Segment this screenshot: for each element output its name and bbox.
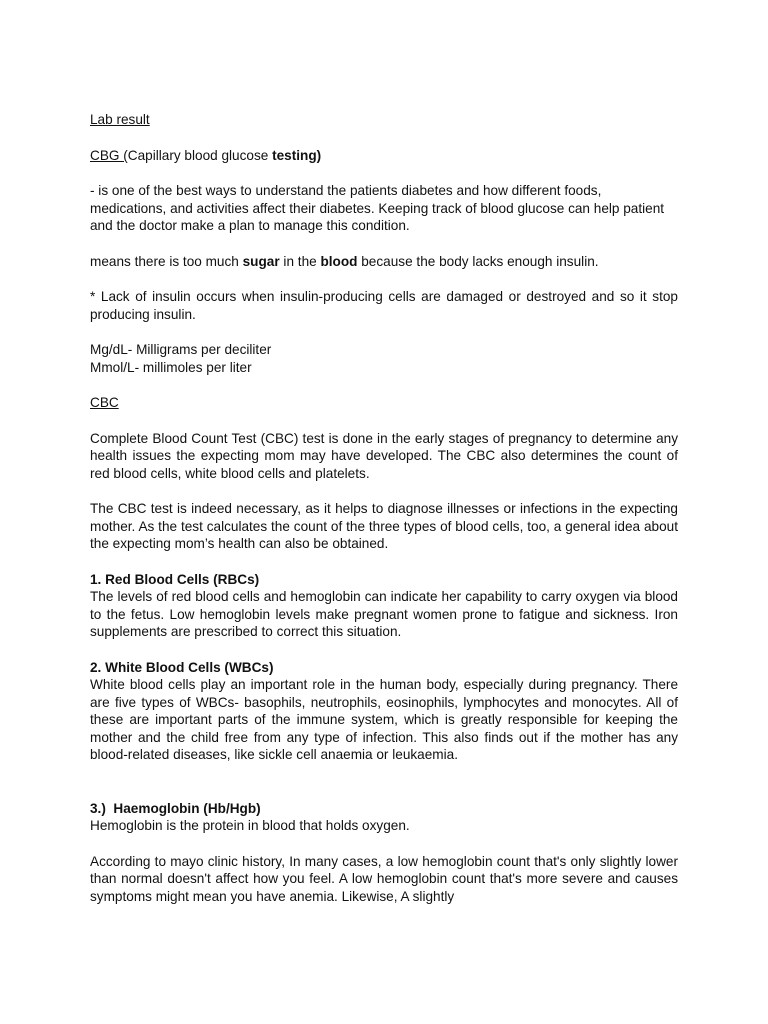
cbg-paragraph-2 xyxy=(90,253,678,271)
cbg-p2-text-c: in the xyxy=(279,253,321,269)
cbg-unit-mgdl: Mg/dL- Milligrams per deciliter xyxy=(90,342,272,357)
cbc-paragraph-1: Complete Blood Count Test (CBC) test is done in the early stages of pregnancy to determine any health issues the expecting mom may have developed. The CBC also determines the count of red blood cells, white blood cells and platelets. xyxy=(90,430,678,481)
cbg-p2-blood: blood xyxy=(320,253,358,269)
hgb-paragraph-2: According to mayo clinic history, In many cases, a low hemoglobin count that's only slightly lower than normal doesn't affect how you feel. A low hemoglobin count that's more severe and causes symptoms might mean you have anemia. Likewise, A slightly xyxy=(90,853,678,904)
cbg-paragraph-3: * Lack of insulin occurs when insulin-producing cells are damaged or destroyed and so it stop producing insulin. xyxy=(90,289,678,322)
cbg-heading xyxy=(90,147,678,165)
cbg-p2-sugar: sugar xyxy=(242,253,280,269)
cbc-paragraph-2: The CBC test is indeed necessary, as it helps to diagnose illnesses or infections in the expecting mother. As the test calculates the count of the three types of blood cells, too, a general idea about the expecting mom’s health can also be obtained. xyxy=(90,501,678,551)
cbg-paragraph-1: - is one of the best ways to understand the patients diabetes and how different foods, medications, and activities affect their diabetes. Keeping track of blood glucose can help patient and the doctor make a plan to manage this condition. xyxy=(90,183,665,233)
cbg-heading-rest: Capillary blood glucose xyxy=(127,147,273,163)
cbc-heading: CBC xyxy=(90,395,119,410)
cbg-p2-text-e: because the body lacks enough insulin. xyxy=(357,253,599,269)
hgb-text: Hemoglobin is the protein in blood that holds oxygen. xyxy=(90,818,410,833)
document-page xyxy=(90,111,678,905)
hgb-heading: 3.) Haemoglobin (Hb/Hgb) xyxy=(90,800,261,816)
wbc-text: White blood cells play an important role in the human body, especially during pregnancy. There are five types of WBCs- basophils, neutrophils, eosinophils, lymphocytes and monocytes. All of these are important parts of the immune system, which is greatly responsible for keeping the mother and the child free from any type of infection. This also finds out if the mother has any blood-related diseases, like sickle cell anaemia or leukaemia. xyxy=(90,677,678,762)
lab-result-title: Lab result xyxy=(90,112,150,127)
cbg-unit-mmol: Mmol/L- millimoles per liter xyxy=(90,359,252,375)
cbg-heading-bold: testing) xyxy=(272,147,322,163)
wbc-heading: 2. White Blood Cells (WBCs) xyxy=(90,659,274,675)
cbg-heading-abbr: CBG ( xyxy=(90,147,128,163)
rbc-text: The levels of red blood cells and hemoglobin can indicate her capability to carry oxygen via blood to the fetus. Low hemoglobin levels make pregnant women prone to fatigue and sickness. Iron supplements are prescribed to correct this situation. xyxy=(90,589,678,639)
cbg-p2-text-a: means there is too much xyxy=(90,253,243,269)
rbc-heading: 1. Red Blood Cells (RBCs) xyxy=(90,571,260,587)
